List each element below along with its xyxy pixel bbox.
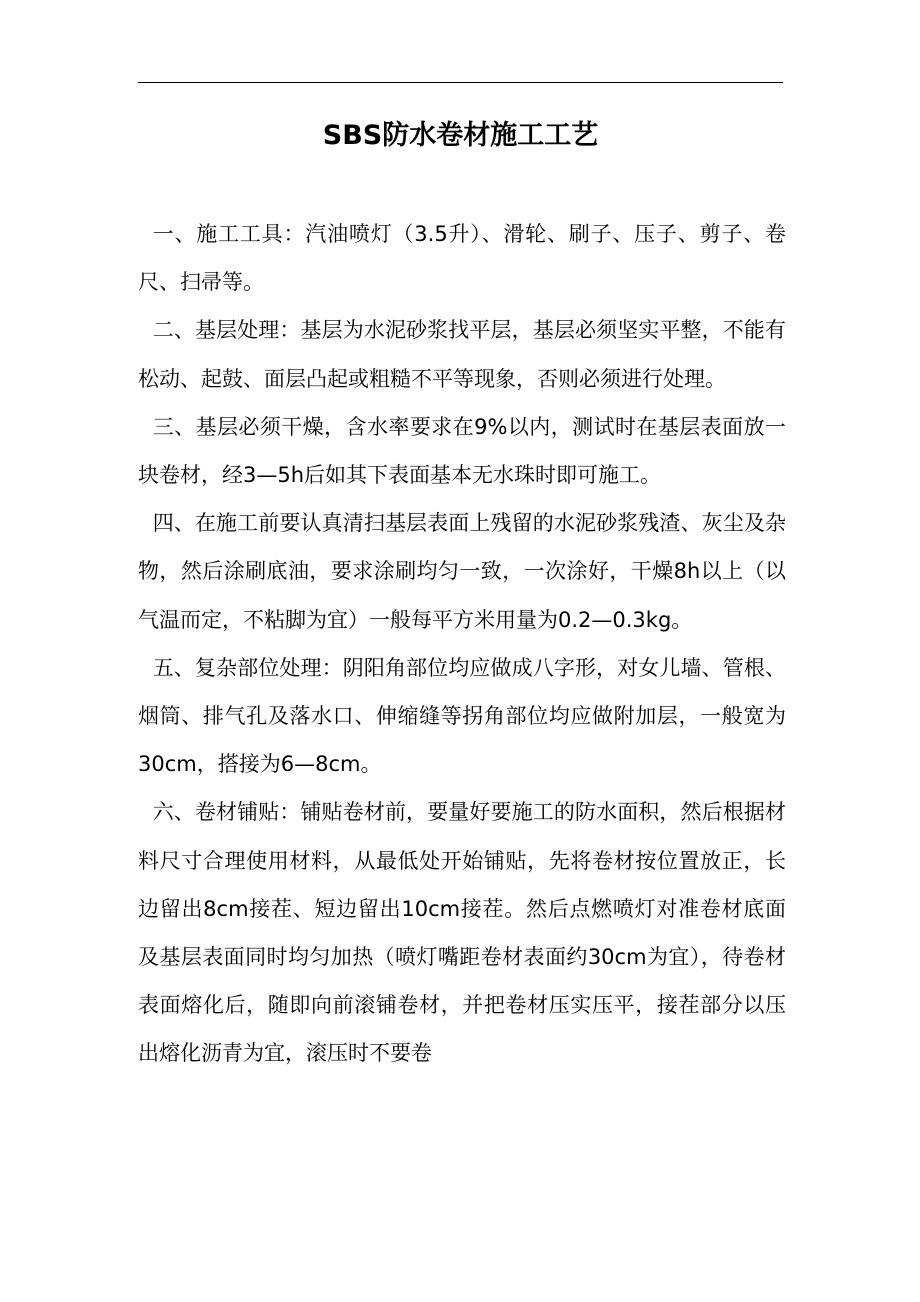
document-body — [138, 210, 786, 1078]
paragraph-membrane-laying: 六、卷材铺贴：铺贴卷材前，要量好要施工的防水面积，然后根据材料尺寸合理使用材料，从最低处开始铺贴，先将卷材按位置放正，长边留出8cm接茬、短边留出10cm接茬。然后点燃喷灯对准卷材底面及基层表面同时均匀加热（喷灯嘴距卷材表面约30cm为宜），待卷材表面熔化后，随即向前滚铺卷材，并把卷材压实压平，接茬部分以压出熔化沥青为宜，滚压时不要卷 — [138, 800, 786, 1066]
paragraph-base-dryness: 三、基层必须干燥，含水率要求在9%以内，测试时在基层表面放一块卷材，经3—5h后如其下表面基本无水珠时即可施工。 — [138, 414, 786, 488]
paragraph-tools: 一、施工工具：汽油喷灯（3.5升）、滑轮、刷子、压子、剪子、卷尺、扫帚等。 — [138, 222, 786, 295]
header-rule — [138, 82, 783, 83]
paragraph-primer: 四、在施工前要认真清扫基层表面上残留的水泥砂浆残渣、灰尘及杂物，然后涂刷底油，要求涂刷均匀一致，一次涂好，干燥8h以上（以气温而定，不粘脚为宜）一般每平方米用量为0.2—0.3kg。 — [138, 511, 786, 632]
document-title: SBS防水卷材施工工艺 — [322, 120, 599, 151]
paragraph-complex-areas: 五、复杂部位处理：阴阳角部位均应做成八字形，对女儿墙、管根、烟筒、排气孔及落水口、伸缩缝等拐角部位均应做附加层，一般宽为30cm，搭接为6—8cm。 — [138, 655, 786, 777]
paragraph-base-treatment: 二、基层处理：基层为水泥砂浆找平层，基层必须坚实平整，不能有松动、起鼓、面层凸起或粗糙不平等现象，否则必须进行处理。 — [138, 318, 786, 391]
